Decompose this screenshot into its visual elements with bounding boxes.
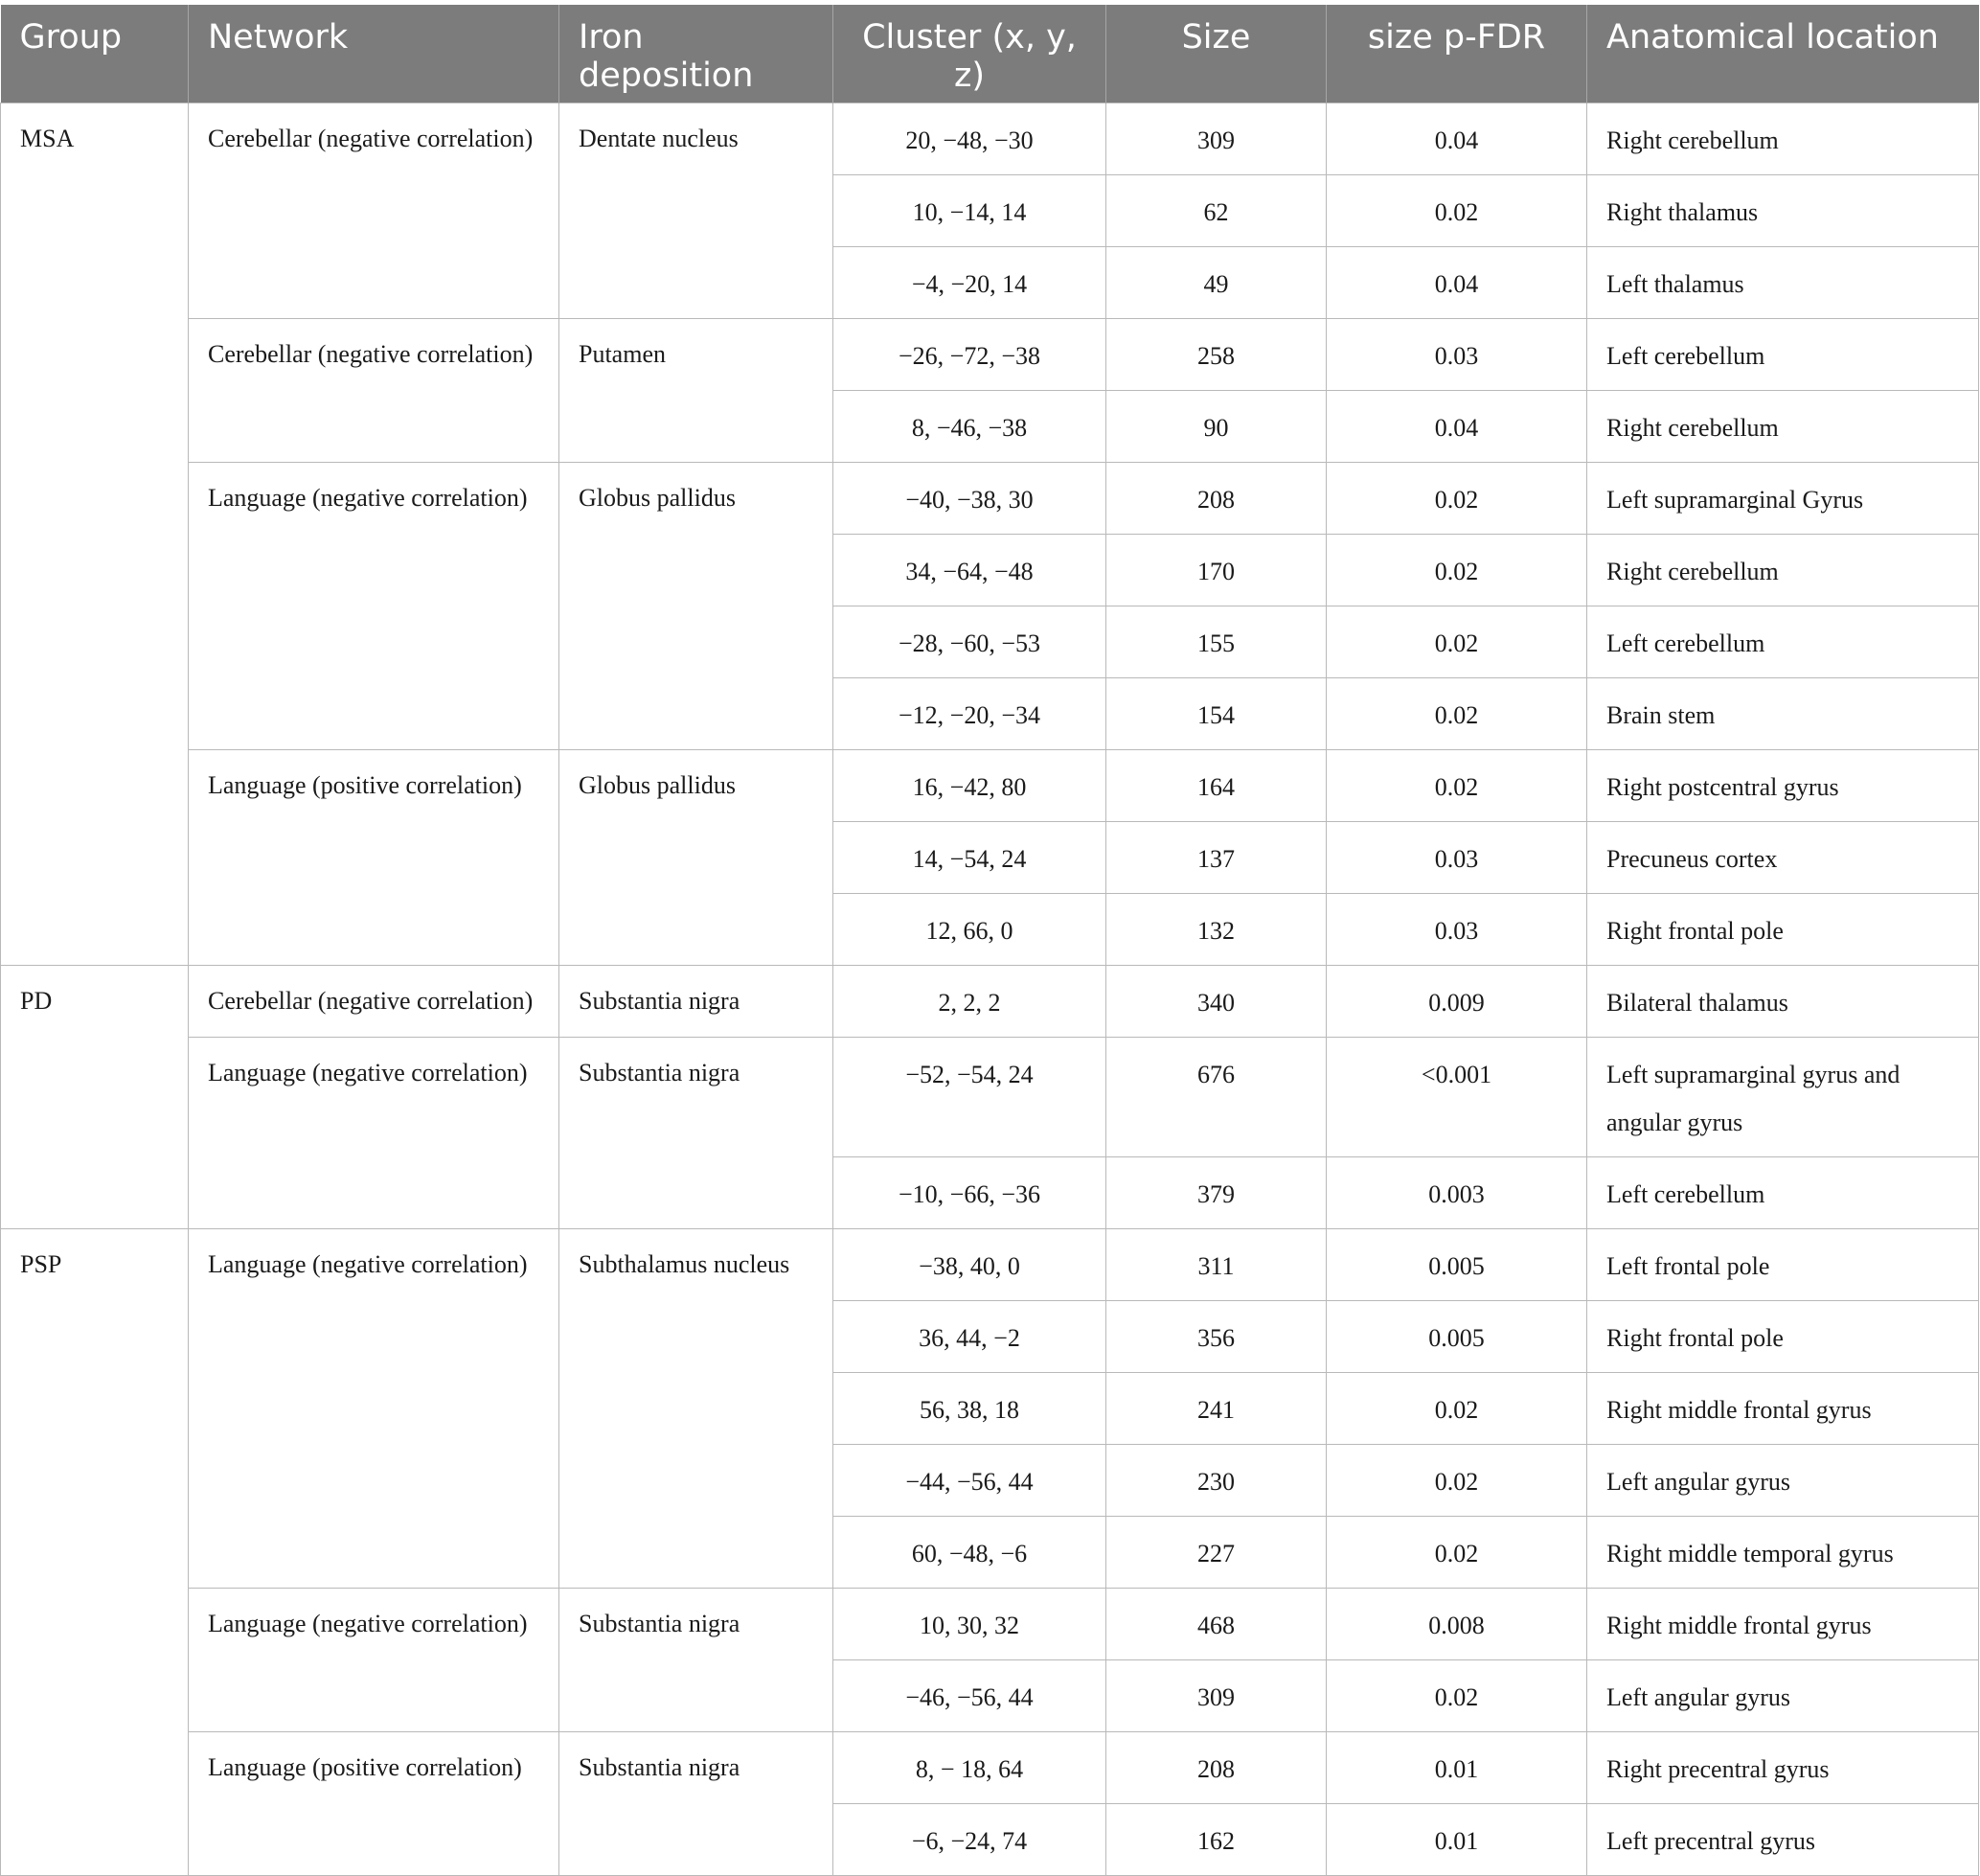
iron-cell: Globus pallidus [559,463,833,750]
network-cell: Cerebellar (negative correlation) [189,103,559,319]
cluster-cell: −4, −20, 14 [833,247,1106,319]
table-row [1,463,1979,535]
cluster-cell: 10, 30, 32 [833,1589,1106,1660]
pfdr-cell: 0.04 [1327,391,1587,463]
pfdr-cell: 0.01 [1327,1732,1587,1804]
size-cell: 49 [1106,247,1327,319]
size-cell: 468 [1106,1589,1327,1660]
location-cell: Right middle frontal gyrus [1587,1373,1979,1445]
location-cell: Right frontal pole [1587,894,1979,966]
header-size-pfdr: size p-FDR [1327,5,1587,103]
size-cell: 154 [1106,678,1327,750]
header-group: Group [1,5,189,103]
table-row [1,1229,1979,1301]
table-header [1,5,1979,103]
network-cell: Language (positive correlation) [189,750,559,966]
iron-cell: Subthalamus nucleus [559,1229,833,1589]
pfdr-cell: 0.02 [1327,1517,1587,1589]
header-network: Network [189,5,559,103]
table-row [1,103,1979,175]
size-cell: 227 [1106,1517,1327,1589]
location-cell: Left supramarginal Gyrus [1587,463,1979,535]
cluster-cell: 12, 66, 0 [833,894,1106,966]
pfdr-cell: 0.04 [1327,247,1587,319]
header-iron-line2: deposition [579,57,754,95]
size-cell: 676 [1106,1038,1327,1157]
cluster-cell: 14, −54, 24 [833,822,1106,894]
cluster-cell: 56, 38, 18 [833,1373,1106,1445]
size-cell: 379 [1106,1157,1327,1229]
size-cell: 230 [1106,1445,1327,1517]
group-cell: PD [1,966,189,1229]
network-cell: Language (negative correlation) [189,1229,559,1589]
pfdr-cell: 0.02 [1327,750,1587,822]
table-body [1,103,1979,1876]
pfdr-cell: 0.02 [1327,535,1587,606]
pfdr-cell: 0.02 [1327,678,1587,750]
location-cell: Left thalamus [1587,247,1979,319]
location-cell: Left angular gyrus [1587,1445,1979,1517]
cluster-cell: −40, −38, 30 [833,463,1106,535]
location-cell: Right cerebellum [1587,103,1979,175]
size-cell: 241 [1106,1373,1327,1445]
pfdr-cell: <0.001 [1327,1038,1587,1157]
network-cell: Cerebellar (negative correlation) [189,966,559,1038]
network-cell: Cerebellar (negative correlation) [189,319,559,463]
pfdr-cell: 0.03 [1327,319,1587,391]
cluster-cell: 2, 2, 2 [833,966,1106,1038]
location-cell: Left cerebellum [1587,606,1979,678]
pfdr-cell: 0.02 [1327,1445,1587,1517]
cluster-cell: −44, −56, 44 [833,1445,1106,1517]
pfdr-cell: 0.005 [1327,1301,1587,1373]
size-cell: 164 [1106,750,1327,822]
iron-cell: Substantia nigra [559,1589,833,1732]
location-cell: Right thalamus [1587,175,1979,247]
header-cluster-line2: z) [953,57,986,95]
header-row [1,5,1979,103]
location-cell: Precuneus cortex [1587,822,1979,894]
size-cell: 155 [1106,606,1327,678]
iron-cell: Dentate nucleus [559,103,833,319]
network-cell: Language (negative correlation) [189,463,559,750]
table-row [1,966,1979,1038]
location-cell: Left angular gyrus [1587,1660,1979,1732]
table-row [1,1589,1979,1660]
size-cell: 137 [1106,822,1327,894]
cluster-cell: 34, −64, −48 [833,535,1106,606]
table-row [1,750,1979,822]
pfdr-cell: 0.02 [1327,175,1587,247]
table-row [1,1732,1979,1804]
group-cell: MSA [1,103,189,966]
pfdr-cell: 0.005 [1327,1229,1587,1301]
cluster-cell: −52, −54, 24 [833,1038,1106,1157]
location-cell: Right middle temporal gyrus [1587,1517,1979,1589]
header-iron-line1: Iron [579,18,644,57]
header-anatomical-location: Anatomical location [1587,5,1979,103]
pfdr-cell: 0.02 [1327,1373,1587,1445]
location-cell: Left cerebellum [1587,319,1979,391]
cluster-cell: 36, 44, −2 [833,1301,1106,1373]
cluster-cell: −46, −56, 44 [833,1660,1106,1732]
pfdr-cell: 0.03 [1327,822,1587,894]
header-cluster-line1: Cluster (x, y, [862,18,1077,57]
size-cell: 311 [1106,1229,1327,1301]
network-cell: Language (positive correlation) [189,1732,559,1876]
location-cell: Right cerebellum [1587,391,1979,463]
size-cell: 340 [1106,966,1327,1038]
size-cell: 309 [1106,103,1327,175]
size-cell: 356 [1106,1301,1327,1373]
cluster-cell: −28, −60, −53 [833,606,1106,678]
group-cell: PSP [1,1229,189,1876]
cluster-cell: 16, −42, 80 [833,750,1106,822]
pfdr-cell: 0.009 [1327,966,1587,1038]
size-cell: 170 [1106,535,1327,606]
cluster-cell: 8, −46, −38 [833,391,1106,463]
size-cell: 132 [1106,894,1327,966]
pfdr-cell: 0.008 [1327,1589,1587,1660]
iron-cell: Substantia nigra [559,1732,833,1876]
location-cell: Right frontal pole [1587,1301,1979,1373]
pfdr-cell: 0.01 [1327,1804,1587,1876]
size-cell: 258 [1106,319,1327,391]
pfdr-cell: 0.04 [1327,103,1587,175]
pfdr-cell: 0.02 [1327,606,1587,678]
pfdr-cell: 0.02 [1327,1660,1587,1732]
table-row [1,319,1979,391]
iron-cell: Substantia nigra [559,1038,833,1229]
cluster-cell: −6, −24, 74 [833,1804,1106,1876]
location-cell: Left frontal pole [1587,1229,1979,1301]
table-row [1,1038,1979,1157]
location-cell: Left cerebellum [1587,1157,1979,1229]
pfdr-cell: 0.02 [1327,463,1587,535]
iron-cell: Substantia nigra [559,966,833,1038]
size-cell: 62 [1106,175,1327,247]
cluster-cell: −10, −66, −36 [833,1157,1106,1229]
location-cell: Right middle frontal gyrus [1587,1589,1979,1660]
pfdr-cell: 0.003 [1327,1157,1587,1229]
header-iron-deposition [559,5,833,103]
network-cell: Language (negative correlation) [189,1589,559,1732]
size-cell: 90 [1106,391,1327,463]
cluster-cell: −12, −20, −34 [833,678,1106,750]
size-cell: 208 [1106,463,1327,535]
cluster-cell: 20, −48, −30 [833,103,1106,175]
location-cell: Left precentral gyrus [1587,1804,1979,1876]
cluster-cell: 10, −14, 14 [833,175,1106,247]
location-cell: Brain stem [1587,678,1979,750]
location-cell: Right postcentral gyrus [1587,750,1979,822]
cluster-cell: 60, −48, −6 [833,1517,1106,1589]
location-cell: Right precentral gyrus [1587,1732,1979,1804]
location-cell: Left supramarginal gyrus and angular gyrus [1587,1038,1979,1157]
header-size: Size [1106,5,1327,103]
location-cell: Bilateral thalamus [1587,966,1979,1038]
pfdr-cell: 0.03 [1327,894,1587,966]
size-cell: 309 [1106,1660,1327,1732]
iron-cell: Globus pallidus [559,750,833,966]
cluster-cell: −26, −72, −38 [833,319,1106,391]
size-cell: 208 [1106,1732,1327,1804]
size-cell: 162 [1106,1804,1327,1876]
cluster-cell: 8, − 18, 64 [833,1732,1106,1804]
header-cluster [833,5,1106,103]
network-cell: Language (negative correlation) [189,1038,559,1229]
results-table [0,5,1979,1876]
location-cell: Right cerebellum [1587,535,1979,606]
iron-cell: Putamen [559,319,833,463]
cluster-cell: −38, 40, 0 [833,1229,1106,1301]
